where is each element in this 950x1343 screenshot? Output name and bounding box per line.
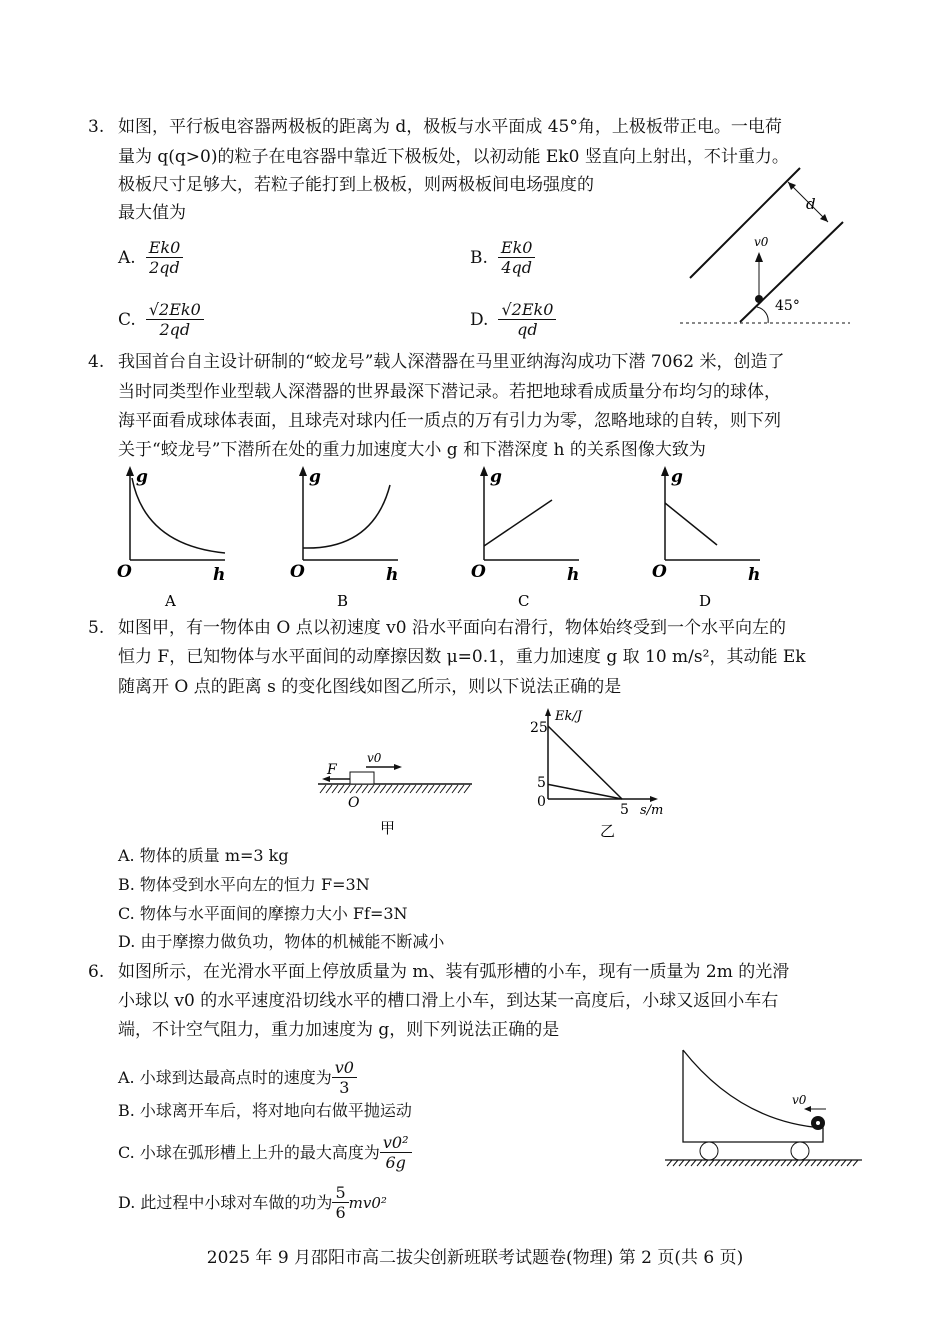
fraction: $\frac{√2Ek0}{qd}$ bbox=[498, 300, 556, 339]
angle-label: 45° bbox=[775, 298, 800, 314]
graph-label: A bbox=[165, 592, 176, 610]
graph-label: C bbox=[518, 592, 530, 610]
svg-text:O: O bbox=[471, 562, 486, 582]
v0-label: v0 bbox=[754, 235, 769, 249]
svg-text:乙: 乙 bbox=[600, 822, 616, 840]
q6-line: 端，不计空气阻力，重力加速度为 g，则下列说法正确的是 bbox=[118, 1020, 560, 1040]
q6-line: 如图所示，在光滑水平面上停放质量为 m、装有弧形槽的小车，现有一质量为 2m 的光滑 bbox=[118, 962, 790, 982]
tick-label: 5 bbox=[620, 802, 629, 818]
q5-line: 随离开 O 点的距离 s 的变化图线如图乙所示，则以下说法正确的是 bbox=[118, 677, 622, 697]
svg-text:F: F bbox=[327, 762, 337, 778]
q3-option-c[interactable]: C. $\frac{√2Ek0}{2qd}$ bbox=[118, 300, 204, 339]
svg-text:g: g bbox=[490, 467, 502, 487]
q5-line: 如图甲，有一物体由 O 点以初速度 v0 沿水平面向右滑行，物体始终受到一个水平向左的 bbox=[118, 618, 786, 638]
q4-number: 4. bbox=[88, 352, 105, 372]
q5-line: 恒力 F，已知物体与水平面间的动摩擦因数 μ=0.1，重力加速度 g 取 10 m/s²，其动能 Ek bbox=[118, 647, 806, 667]
x-axis-label: s/m bbox=[640, 803, 664, 818]
y-axis-label: Ek/J bbox=[555, 709, 582, 724]
svg-text:h: h bbox=[748, 565, 761, 585]
fraction: $\frac{5}{6}$ bbox=[332, 1183, 348, 1222]
svg-text:O: O bbox=[652, 562, 667, 582]
q5-option-d[interactable]: D. 由于摩擦力做负功，物体的机械能不断减小 bbox=[118, 932, 445, 951]
q3-option-b[interactable]: B. $\frac{Ek0}{4qd}$ bbox=[470, 238, 535, 277]
svg-text:O: O bbox=[348, 795, 360, 811]
tick-label: 0 bbox=[537, 794, 546, 810]
v0-label: v0 bbox=[792, 1093, 807, 1107]
graph-label: D bbox=[699, 592, 712, 610]
q3-line: 如图，平行板电容器两极板的距离为 d，极板与水平面成 45°角，上极板带正电。一电荷 bbox=[118, 117, 782, 137]
fraction: $\frac{√2Ek0}{2qd}$ bbox=[146, 300, 204, 339]
q6-option-d[interactable]: D. 此过程中小球对车做的功为 $\frac{5}{6}$ mv0² bbox=[118, 1183, 387, 1222]
svg-text:g: g bbox=[309, 467, 321, 487]
tick-label: 5 bbox=[537, 775, 546, 791]
graph-label: B bbox=[337, 592, 349, 610]
svg-text:h: h bbox=[213, 565, 226, 585]
svg-text:O: O bbox=[290, 562, 305, 582]
page-footer: 2025 年 9 月邵阳市高二拔尖创新班联考试题卷(物理) 第 2 页(共 6 页) bbox=[206, 1248, 744, 1268]
wheel bbox=[791, 1142, 809, 1160]
fraction: $\frac{Ek0}{4qd}$ bbox=[498, 238, 536, 277]
q3-line: 极板尺寸足够大，若粒子能打到上极板，则两极板间电场强度的 bbox=[118, 175, 594, 195]
q6-number: 6. bbox=[88, 962, 105, 982]
q5-option-a[interactable]: A. 物体的质量 m=3 kg bbox=[118, 846, 289, 865]
svg-text:g: g bbox=[671, 467, 683, 487]
q3-option-d[interactable]: D. $\frac{√2Ek0}{qd}$ bbox=[470, 300, 556, 339]
fraction: $\frac{\text{v0²}}{6g}$ bbox=[380, 1133, 412, 1172]
q4-line: 海平面看成球体表面，且球壳对球内任一质点的万有引力为零，忽略地球的自转，则下列 bbox=[118, 411, 781, 431]
q3-number: 3. bbox=[88, 117, 105, 137]
svg-text:g: g bbox=[136, 467, 148, 487]
fraction: $\frac{v0}{3}$ bbox=[332, 1058, 357, 1097]
fraction: $\frac{Ek0}{2qd}$ bbox=[146, 238, 184, 277]
wheel bbox=[700, 1142, 718, 1160]
svg-text:h: h bbox=[386, 565, 399, 585]
q5-option-c[interactable]: C. 物体与水平面间的摩擦力大小 Ff=3N bbox=[118, 904, 408, 923]
q6-line: 小球以 v0 的水平速度沿切线水平的槽口滑上小车，到达某一高度后，小球又返回小车右 bbox=[118, 991, 779, 1011]
q3-line: 最大值为 bbox=[118, 203, 186, 223]
q4-line: 当时同类型作业型载人深潜器的世界最深下潜记录。若把地球看成质量分布均匀的球体， bbox=[118, 382, 781, 402]
svg-text:甲: 甲 bbox=[380, 819, 396, 837]
q4-line: 关于“蛟龙号”下潜所在处的重力加速度大小 g 和下潜深度 h 的关系图像大致为 bbox=[118, 440, 706, 460]
d-label: d bbox=[806, 195, 816, 213]
svg-text:O: O bbox=[117, 562, 132, 582]
svg-text:h: h bbox=[567, 565, 580, 585]
q5-number: 5. bbox=[88, 618, 105, 638]
q6-option-c[interactable]: C. 小球在弧形槽上上升的最大高度为 $\frac{\text{v0²}}{6g}$ bbox=[118, 1133, 412, 1172]
q3-option-a[interactable]: A. $\frac{Ek0}{2qd}$ bbox=[118, 238, 183, 277]
q4-line: 我国首台自主设计研制的“蛟龙号”载人深潜器在马里亚纳海沟成功下潜 7062 米，创造了 bbox=[118, 352, 785, 372]
q6-option-a[interactable]: A. 小球到达最高点时的速度为 $\frac{v0}{3}$ bbox=[118, 1058, 357, 1097]
tick-label: 25 bbox=[530, 720, 548, 736]
q6-option-b[interactable]: B. 小球离开车后，将对地向右做平抛运动 bbox=[118, 1101, 412, 1120]
q5-option-b[interactable]: B. 物体受到水平向左的恒力 F=3N bbox=[118, 875, 370, 894]
svg-text:v0: v0 bbox=[367, 751, 382, 765]
q3-line: 量为 q(q>0)的粒子在电容器中靠近下极板处，以初动能 Ek0 竖直向上射出，不计重力。 bbox=[118, 147, 789, 167]
